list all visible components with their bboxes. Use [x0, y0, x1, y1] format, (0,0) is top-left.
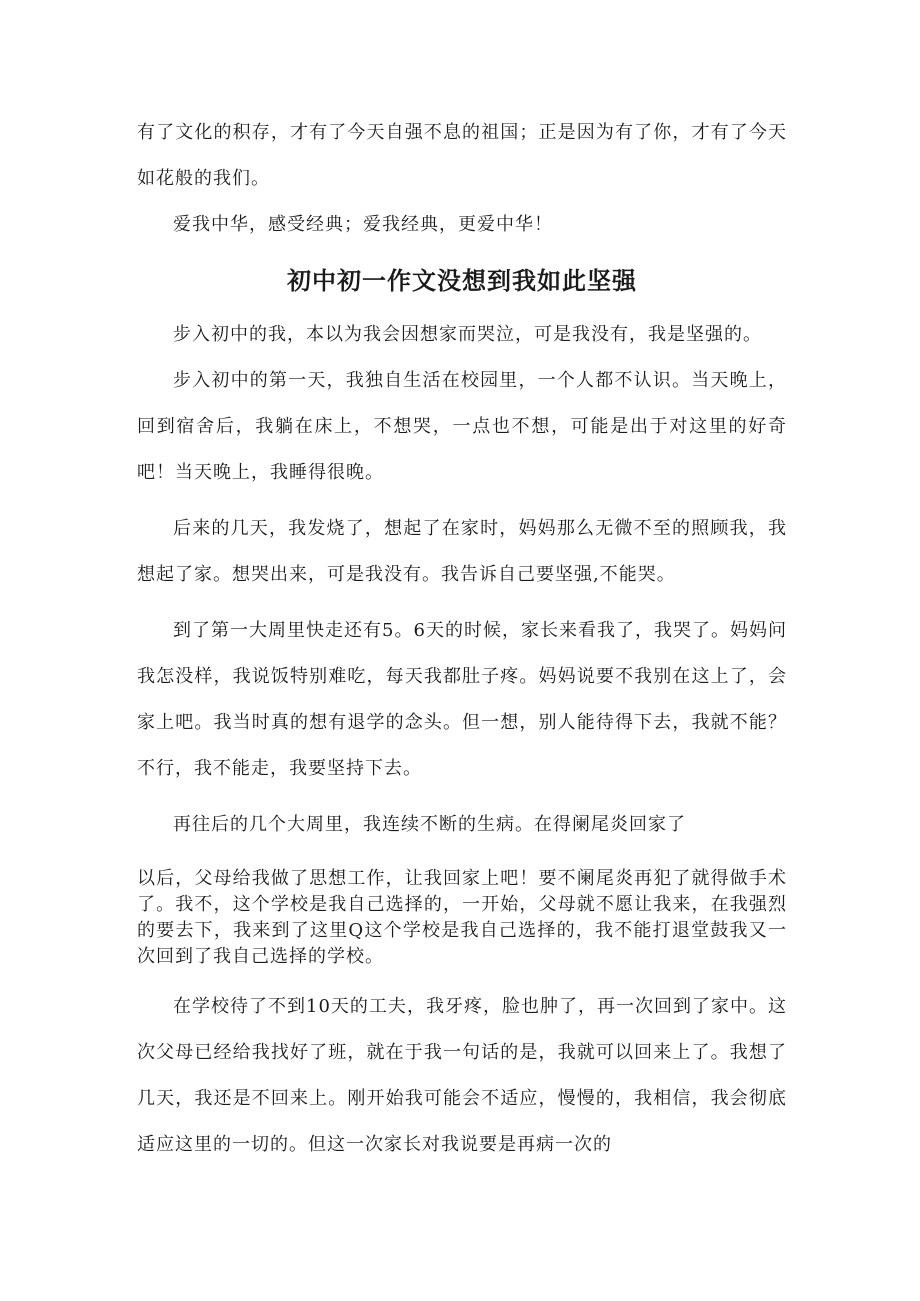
essay-paragraph-4: 到了第一大周里快走还有5。6天的时候，家长来看我了，我哭了。妈妈问我怎没样，我说饭特别难吃，每天我都肚子疼。妈妈说要不我别在这上了，会家上吧。我当时真的想有退学的念头。但一想，别人能待得下去，我就不能？不行，我不能走，我要坚持下去。	[137, 620, 787, 779]
intro-paragraph-2: 爱我中华，感受经典；爱我经典，更爱中华！	[173, 214, 553, 235]
essay-paragraph-5: 再往后的几个大周里，我连续不断的生病。在得阑尾炎回家了	[173, 814, 686, 835]
essay-paragraph-3: 后来的几天，我发烧了，想起了在家时，妈妈那么无微不至的照顾我，我想起了家。想哭出来，可是我没有。我告诉自己要坚强,不能哭。	[137, 518, 787, 585]
essay-paragraph-dense: 以后，父母给我做了思想工作，让我回家上吧！要不阑尾炎再犯了就得做手术了。我不，这个学校是我自己选择的，一开始，父母就不愿让我来，在我强烈的要去下，我来到了这里Q这个学校是我自己选择的，我不能打退堂鼓我又一次回到了我自己选择的学校。	[137, 868, 787, 967]
essay-paragraph-last: 在学校待了不到10天的工夫，我牙疼，脸也肿了，再一次回到了家中。这次父母已经给我找好了班，就在于我一句话的是，我就可以回来上了。我想了几天，我还是不回来上。刚开始我可能会不适应，慢慢的，我相信，我会彻底适应这里的一切的。但这一次家长对我说要是再病一次的	[137, 996, 787, 1155]
intro-paragraph-1: 有了文化的积存，才有了今天自强不息的祖国；正是因为有了你，才有了今天如花般的我们。	[137, 122, 787, 189]
essay-paragraph-1: 步入初中的我，本以为我会因想家而哭泣，可是我没有，我是坚强的。	[173, 324, 762, 345]
essay-paragraph-2: 步入初中的第一天，我独自生活在校园里，一个人都不认识。当天晚上，回到宿舍后，我躺在床上，不想哭，一点也不想，可能是出于对这里的好奇吧！当天晚上，我睡得很晚。	[137, 370, 787, 483]
document-body	[137, 110, 787, 1168]
essay-title: 初中初一作文没想到我如此坚强	[287, 266, 637, 295]
